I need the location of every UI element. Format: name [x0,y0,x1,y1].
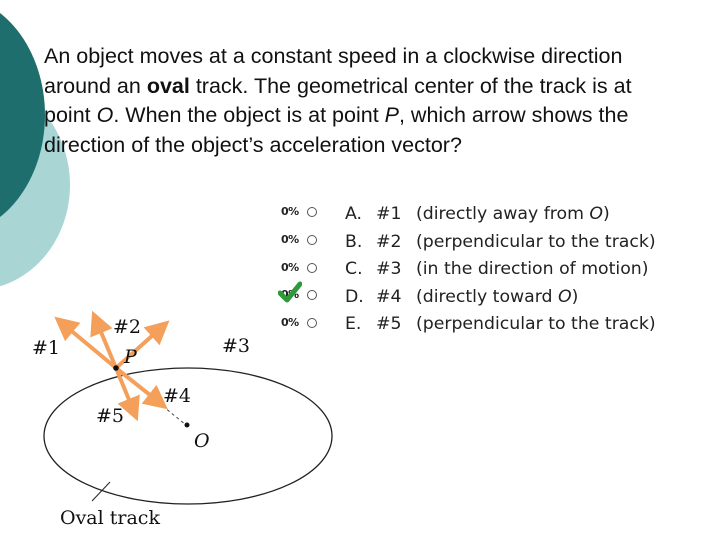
arrow-3-label: #3 [222,335,251,357]
poll-row-d[interactable] [278,285,328,305]
acceleration-arrows [62,320,162,412]
choice-d[interactable]: D. #4 (directly toward O) [345,286,579,307]
poll-row-e[interactable] [278,313,328,333]
arrow-5-label: #5 [96,405,125,427]
point-p-label: P [124,346,137,368]
correct-answer-check-icon [278,281,302,305]
poll-percent-d: 0% [281,288,299,301]
radio-a[interactable] [307,207,317,217]
poll-percent-a: 0% [281,205,299,218]
choice-c[interactable]: C. #3 (in the direction of motion) [345,259,649,279]
arrow-1-label: #1 [32,337,61,359]
choice-a[interactable]: A. #1 (directly away from O) [345,204,610,224]
poll-percent-c: 0% [281,261,299,274]
poll-row-c[interactable] [278,258,328,278]
choice-b[interactable]: B. #2 (perpendicular to the track) [345,231,656,252]
poll-row-a[interactable] [278,202,328,222]
arrow-2-label: #2 [113,316,142,338]
choice-e[interactable]: E. #5 (perpendicular to the track) [345,314,656,334]
radio-b[interactable] [307,235,317,245]
oval-track-label: Oval track [60,507,160,529]
arrow-4-label: #4 [163,385,192,407]
poll-percent-b: 0% [281,233,299,246]
poll-row-b[interactable] [278,230,328,250]
question-text: An object moves at a constant speed in a clockwise direction around an oval track. The geometrical center of the track is at point O. When the object is at point P, which arrow shows the direction of the object’s acceleration vector? [44,44,632,157]
track-label-leader [92,482,110,501]
point-o-label: O [194,430,210,452]
radio-d[interactable] [307,290,317,300]
poll-percent-e: 0% [281,316,299,329]
radio-c[interactable] [307,263,317,273]
radio-e[interactable] [307,318,317,328]
point-p-dot [113,365,119,371]
point-o-dot [185,423,190,428]
